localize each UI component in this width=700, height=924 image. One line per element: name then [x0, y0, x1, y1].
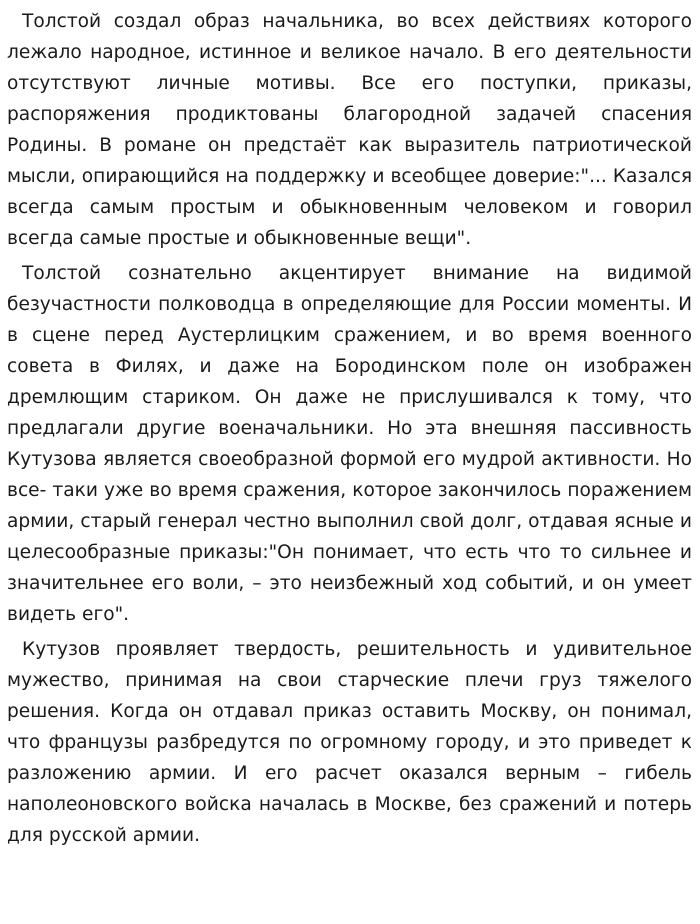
paragraph-1: Толстой создал образ начальника, во всех действиях которого лежало народное, истинное и великое начало. В его деятельности отсутствуют личные мотивы. Все его поступки, приказы, распоряжения продиктованы благородной задачей спасения Родины. В романе он предстаёт как выразитель патриотической мысли, опирающийся на поддержку и всеобщее доверие:"... Казался всегда самым простым и обыкновенным человеком и говорил всегда самые простые и обыкновенные вещи".	[7, 11, 692, 249]
paragraph-3: Кутузов проявляет твердость, решительность и удивительное мужество, принимая на свои старческие плечи груз тяжелого решения. Когда он отдавал приказ оставить Москву, он понимал, что французы разбредутся по огромному городу, и это приведет к разложению армии. И его расчет оказался верным – гибель наполеоновского войска началась в Москве, без сражений и потерь для русской армии.	[7, 639, 692, 846]
paragraph-2: Толстой сознательно акцентирует внимание на видимой безучастности полководца в определяющие для России моменты. И в сцене перед Аустерлицким сражением, и во время военного совета в Филях, и даже на Бородинском поле он изображен дремлющим стариком. Он даже не прислушивался к тому, что предлагали другие военачальники. Но эта внешняя пассивность Кутузова является своеобразной формой его мудрой активности. Но все- таки уже во время сражения, которое закончилось поражением армии, старый генерал честно выполнил свой долг, отдавая ясные и целесообразные приказы:"Он понимает, что есть что то сильнее и значительнее его воли, – это неизбежный ход событий, и он умеет видеть его".	[7, 263, 692, 625]
